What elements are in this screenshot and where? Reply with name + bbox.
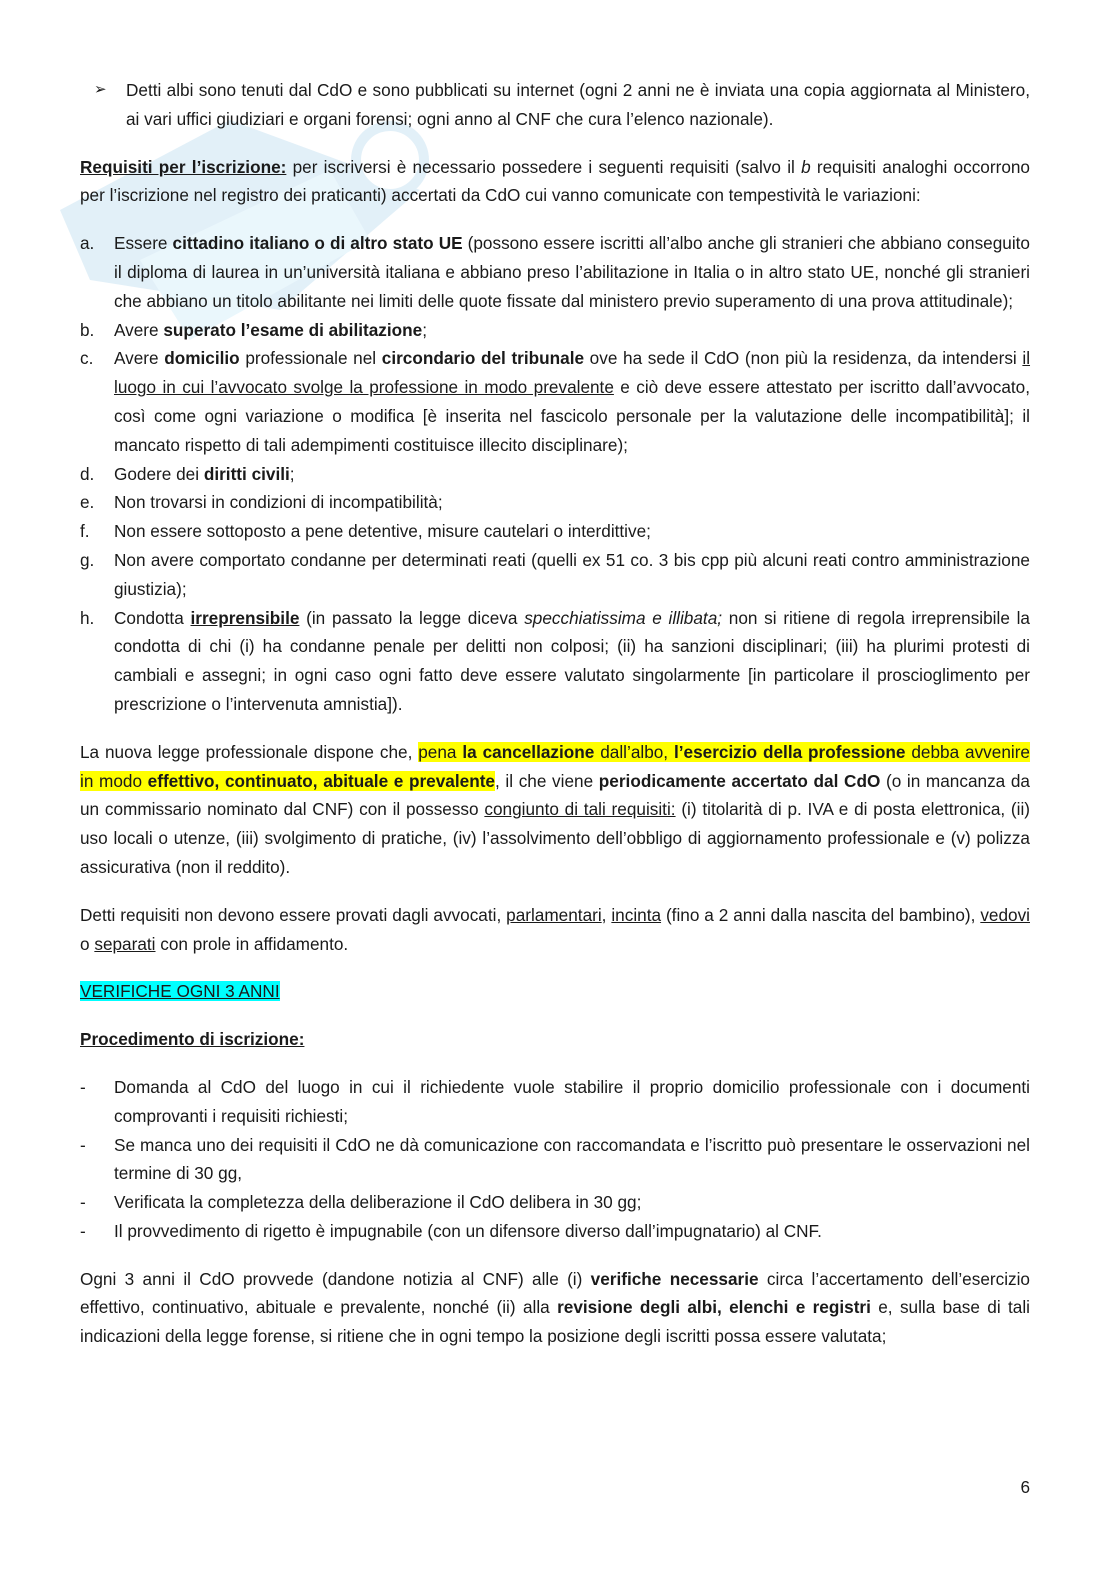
text-run: professionale nel [239, 348, 382, 369]
text-run: Avere [114, 319, 164, 340]
list-item-d [80, 460, 1030, 489]
list-marker: b. [80, 319, 95, 340]
esenzioni-paragraph [80, 901, 1030, 959]
list-marker: f. [80, 521, 90, 542]
list-item-f [80, 517, 1030, 546]
text-run: Condotta [114, 607, 191, 628]
list-item-text: Se manca uno dei requisiti il CdO ne dà comunicazione con raccomandata e l’iscritto può presentare le osservazioni nel termine di 30 gg, [114, 1134, 1030, 1184]
list-item-h [80, 604, 1030, 719]
text-run: dall’albo, [594, 741, 674, 762]
text-run: Detti requisiti non devono essere provati dagli avvocati, [80, 904, 507, 925]
procedimento-list [80, 1073, 1030, 1246]
document-page [80, 76, 1030, 1370]
text-run: circa l’accertamento dell’esercizio effettivo, continuativo, abituale e prevalente, nonché (ii) alla [80, 1268, 1030, 1318]
list-item-g [80, 546, 1030, 604]
text-run: pena [418, 741, 463, 762]
list-marker: - [80, 1076, 86, 1097]
list-item [80, 1217, 1030, 1246]
list-item [80, 1073, 1030, 1131]
list-item-text: Non essere sottoposto a pene detentive, misure cautelari o interdittive; [114, 521, 651, 542]
text-run: Essere [114, 233, 173, 254]
list-item-c [80, 344, 1030, 459]
list-marker: d. [80, 463, 95, 484]
text-run: Godere dei [114, 463, 204, 484]
bold-run: circondario del tribunale [381, 348, 585, 369]
procedimento-heading-row [80, 1025, 1030, 1054]
text-run: non si ritiene di regola irreprensibile la condotta di chi (i) ha condanne penale per delitti non colposi; (ii) ha sanzioni disciplinari; (iii) ha plurimi protesti di cambiali e assegni; in ogni caso ogni fatto deve essere valutato singolarmente [in particolare il proscioglimento per prescrizione o l’intervenuta amnistia]). [114, 607, 1030, 714]
bold-underline-run: irreprensibile [190, 607, 300, 628]
page-number: 6 [1020, 1477, 1030, 1497]
list-item-b [80, 316, 1030, 345]
text-run: (i) titolarità di p. IVA e di posta elettronica, (ii) uso locali o utenze, (iii) svolgimento di pratiche, (iv) l’assolvimento dell’obbligo di aggiornamento professionale e (v) polizza assicurativa (non il reddito). [80, 799, 1031, 877]
bold-run: la cancellazione [462, 741, 595, 762]
list-item-e [80, 488, 1030, 517]
bold-run: verifiche necessarie [590, 1268, 759, 1289]
list-item-text [114, 604, 1030, 719]
underline-run: parlamentari [506, 904, 602, 925]
intro-bullet [94, 76, 1030, 134]
italic-run: specchiatissima e illibata; [524, 607, 723, 628]
list-item [80, 1131, 1030, 1189]
text-run: (in passato la legge diceva [299, 607, 525, 628]
text-run: e ciò deve essere attestato per iscritto dall’avvocato, così come ogni variazione o modifica [è inserita nel fascicolo personale per la valutazione delle incompatibilità]; il mancato rispetto di tali adempimenti costituisce illecito disciplinare); [114, 377, 1030, 455]
requisiti-label: Requisiti per l’iscrizione: [80, 156, 287, 177]
text-run: o [80, 933, 95, 954]
list-item [80, 1188, 1030, 1217]
text-run: (fino a 2 anni dalla nascita del bambino), [661, 904, 981, 925]
bold-run: l’esercizio della professione [673, 741, 906, 762]
requisiti-paragraph [80, 153, 1030, 211]
arrow-bullet-icon: ➢ [94, 81, 107, 98]
list-marker: - [80, 1134, 86, 1155]
bold-run: diritti civili [203, 463, 290, 484]
verifiche-heading: VERIFICHE OGNI 3 ANNI [80, 981, 280, 1002]
list-marker: h. [80, 607, 95, 628]
requisiti-italic: b [801, 156, 811, 177]
verifiche-heading-row [80, 977, 1030, 1006]
text-run: debba avvenire in modo [80, 741, 1030, 791]
text-run: Ogni 3 anni il CdO provvede (dandone notizia al CNF) alle (i) [80, 1268, 591, 1289]
requisiti-text-1: per iscriversi è necessario possedere i seguenti requisiti (salvo il [286, 156, 802, 177]
ogni-tre-anni-paragraph [80, 1265, 1030, 1351]
bold-run: effettivo, continuato, abituale e prevalente [147, 770, 495, 791]
underline-run: incinta [611, 904, 662, 925]
bold-run: periodicamente accertato dal CdO [598, 770, 881, 791]
list-item-text: Non trovarsi in condizioni di incompatibilità; [114, 492, 443, 513]
bold-run: revisione degli albi, elenchi e registri [557, 1297, 871, 1318]
list-item-text [114, 316, 1030, 345]
list-marker: c. [80, 348, 94, 369]
text-run: , il che viene [494, 770, 599, 791]
requisiti-text-2: requisiti analoghi occorrono per l’iscrizione nel registro dei praticanti) accertati da CdO cui vanno comunicate con tempestività le variazioni: [80, 156, 1030, 206]
intro-bullet-text: Detti albi sono tenuti dal CdO e sono pubblicati su internet (ogni 2 anni ne è inviata una copia aggiornata al Ministero, ai vari uffici giudiziari e organi forensi; ogni anno al CNF che cura l’elenco nazionale). [126, 80, 1030, 129]
underline-run: il luogo in cui l’avvocato svolge la professione in modo prevalente [114, 348, 1031, 398]
text-run: ove ha sede il CdO (non più la residenza, da intendersi [584, 348, 1023, 369]
list-item-text: Non avere comportato condanne per determinati reati (quelli ex 51 co. 3 bis cpp più alcuni reati contro amministrazione giustizia); [114, 549, 1030, 599]
list-marker: - [80, 1220, 86, 1241]
underline-run: vedovi [980, 904, 1030, 925]
bold-run: superato l’esame di abilitazione [163, 319, 423, 340]
requisiti-list [80, 229, 1030, 719]
list-item-text: Verificata la completezza della deliberazione il CdO delibera in 30 gg; [114, 1192, 642, 1213]
text-run: con prole in affidamento. [155, 933, 349, 954]
text-run: (o in mancanza da un commissario nominato dal CNF) con il possesso [80, 770, 1030, 820]
list-marker: - [80, 1192, 86, 1213]
underline-run: separati [94, 933, 156, 954]
bold-run: cittadino italiano o di altro stato UE [172, 233, 463, 254]
text-run: ; [422, 319, 428, 340]
list-item-text [114, 229, 1030, 315]
list-item-a [80, 229, 1030, 315]
underline-run: congiunto di tali requisiti: [484, 799, 676, 820]
list-item-text [114, 344, 1030, 459]
list-item-text: Il provvedimento di rigetto è impugnabile (con un difensore diverso dall’impugnatario) al CNF. [114, 1220, 822, 1241]
text-run: (possono essere iscritti all’albo anche gli stranieri che abbiano conseguito il diploma di laurea in un’università italiana e abbiano preso l’abilitazione in Italia o in altro stato UE, nonché gli stranieri che abbiano un titolo abilitante nei limiti delle quote fissate dal ministero previo superamento di una prova attitudinale); [114, 233, 1030, 311]
procedimento-heading: Procedimento di iscrizione: [80, 1029, 305, 1050]
text-run: , [601, 904, 612, 925]
text-run: Avere [114, 348, 165, 369]
bold-run: domicilio [164, 348, 240, 369]
list-item-text [114, 460, 1030, 489]
text-run: ; [289, 463, 295, 484]
list-item-text: Domanda al CdO del luogo in cui il richiedente vuole stabilire il proprio domicilio professionale con i documenti comprovanti i requisiti richiesti; [114, 1076, 1030, 1126]
text-run: La nuova legge professionale dispone che, [80, 741, 419, 762]
list-marker: a. [80, 233, 95, 254]
text-run: e, sulla base di tali indicazioni della legge forense, si ritiene che in ogni tempo la posizione degli iscritti possa essere valutata; [80, 1297, 1030, 1347]
list-marker: e. [80, 492, 95, 513]
list-marker: g. [80, 549, 95, 570]
nuova-legge-paragraph [80, 738, 1030, 882]
